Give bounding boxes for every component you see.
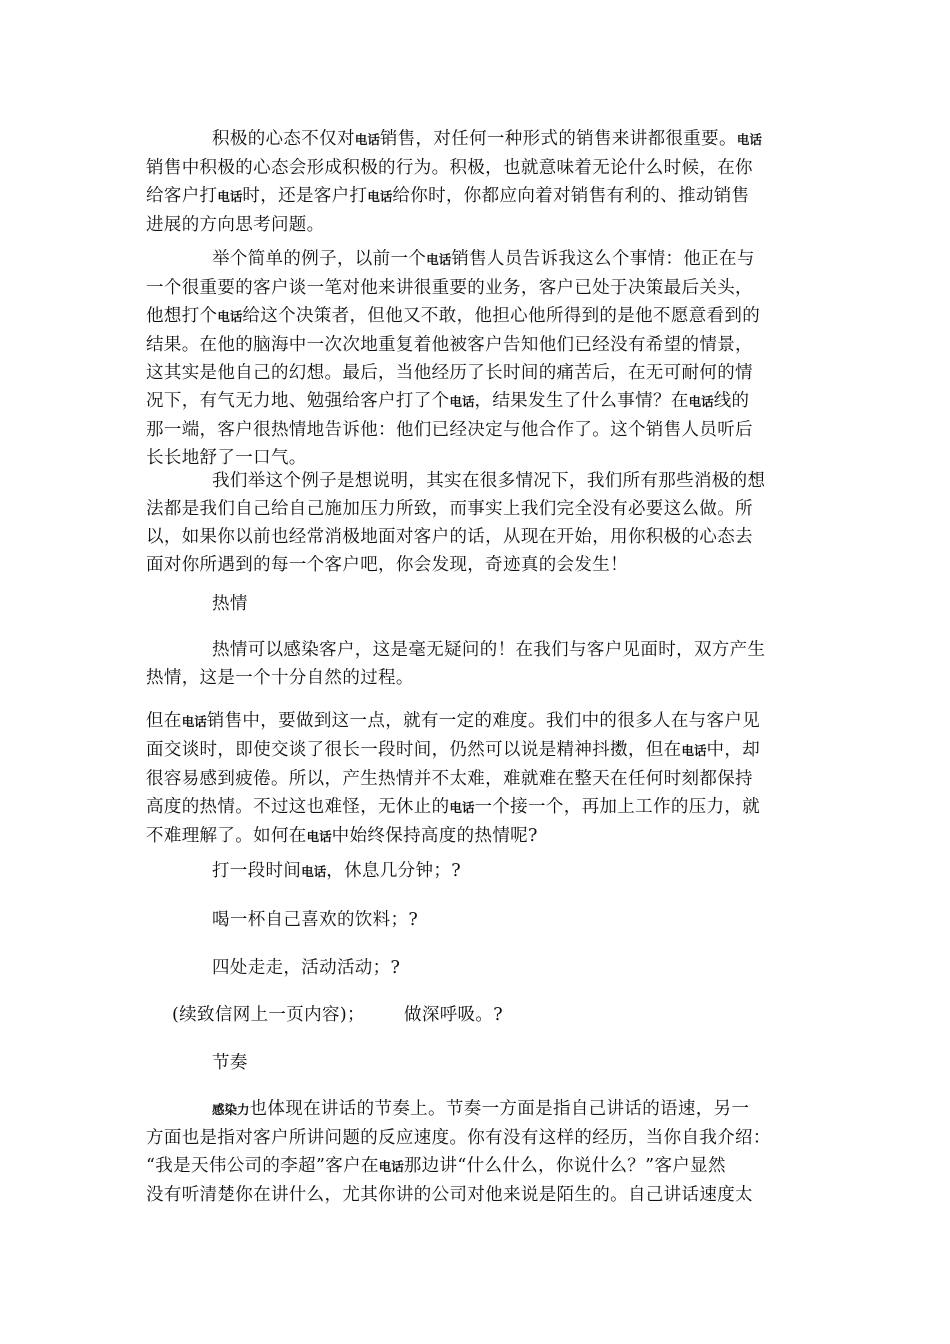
keyword-dianhua: 电话 bbox=[378, 1159, 404, 1174]
paragraph-conclusion bbox=[146, 467, 806, 579]
tip-item-drink: 喝一杯自己喜欢的饮料；? bbox=[212, 910, 419, 930]
text-line bbox=[146, 1095, 806, 1124]
text-span: “我是天伟公司的李超”客户在 bbox=[146, 1156, 379, 1176]
text-span: 中始终保持高度的热情呢? bbox=[331, 826, 538, 846]
text-span: 销售，对任何一种形式的销售来讲都很重要。 bbox=[379, 129, 737, 149]
keyword-dianhua: 电话 bbox=[367, 189, 393, 204]
text-line: 结果。在他的脑海中一次次地重复着他被客户告知他们已经没有希望的情景， bbox=[146, 335, 753, 355]
text-line: 长长地舒了一口气。 bbox=[146, 448, 307, 468]
text-span: 销售中，要做到这一点，就有一定的难度。我们中的很多人在与客户见 bbox=[206, 711, 761, 731]
paragraph-positive-attitude bbox=[146, 125, 806, 239]
text-span: 积极的心态不仅对 bbox=[212, 129, 355, 149]
text-span: 他想打个 bbox=[146, 306, 218, 326]
text-line: 热情，这是一个十分自然的过程。 bbox=[146, 668, 414, 688]
section-heading-reqing: 热情 bbox=[212, 594, 248, 614]
text-span: 给这个决策者，但他又不敢，他担心他所得到的是他不愿意看到的 bbox=[242, 306, 761, 326]
keyword-dianhua: 电话 bbox=[426, 252, 452, 267]
text-line: 我们举这个例子是想说明，其实在很多情况下，我们所有那些消极的想 bbox=[212, 471, 766, 491]
text-line bbox=[146, 302, 806, 331]
text-span: 举个简单的例子，以前一个 bbox=[212, 249, 427, 269]
text-line: 热情可以感染客户，这是毫无疑问的！在我们与客户见面时，双方产生 bbox=[212, 640, 766, 660]
keyword-dianhua: 电话 bbox=[301, 864, 327, 879]
text-line: 一个很重要的客户谈一笔对他来讲很重要的业务，客户已处于决策最后关头， bbox=[146, 278, 753, 298]
text-span: 打一段时间 bbox=[212, 861, 302, 881]
keyword-dianhua: 电话 bbox=[449, 800, 475, 815]
keyword-dianhua: 电话 bbox=[306, 829, 332, 844]
keyword-dianhua: 电话 bbox=[736, 132, 762, 147]
text-line: 销售中积极的心态会形成积极的行为。积极，也就意味着无论什么时候，在你 bbox=[146, 158, 753, 178]
text-span: 也体现在讲话的节奏上。节奏一方面是指自己讲话的语速，另一 bbox=[249, 1099, 750, 1119]
text-line bbox=[146, 736, 806, 765]
keyword-dianhua: 电话 bbox=[681, 743, 707, 758]
text-line bbox=[146, 245, 806, 274]
text-span: 不难理解了。如何在 bbox=[146, 826, 307, 846]
paragraph-enthusiasm bbox=[146, 636, 806, 692]
text-span: 那边讲“什么什么，你说什么？”客户显然 bbox=[403, 1156, 726, 1176]
text-span: 时，还是客户打 bbox=[242, 186, 368, 206]
text-span: 一个接一个，再加上工作的压力，就 bbox=[474, 797, 761, 817]
keyword-dianhua: 电话 bbox=[217, 309, 243, 324]
text-line: 那一端，客户很热情地告诉他：他们已经决定与他合作了。这个销售人员听后 bbox=[146, 420, 753, 440]
section-heading-jiezou: 节奏 bbox=[212, 1053, 248, 1073]
text-line: 没有听清楚你在讲什么，尤其你讲的公司对他来说是陌生的。自己讲话速度太 bbox=[146, 1185, 753, 1205]
text-line: 这其实是他自己的幻想。最后，当他经历了长时间的痛苦后，在无可耐何的情 bbox=[146, 363, 753, 383]
text-line bbox=[146, 182, 806, 211]
text-span: 销售人员告诉我这么个事情：他正在与 bbox=[451, 249, 755, 269]
text-span: 给你时，你都应向着对销售有利的、推动销售 bbox=[392, 186, 750, 206]
paragraph-example bbox=[146, 245, 806, 472]
text-line bbox=[146, 387, 806, 416]
tip-item-walk: 四处走走，活动活动；? bbox=[212, 958, 401, 978]
keyword-dianhua: 电话 bbox=[688, 394, 714, 409]
keyword-dianhua: 电话 bbox=[354, 132, 380, 147]
keyword-dianhua: 电话 bbox=[181, 714, 207, 729]
text-line bbox=[146, 822, 806, 851]
keyword-ganranli: 感染力 bbox=[212, 1102, 250, 1117]
paragraph-phone-difficulty bbox=[146, 707, 806, 851]
text-span: 高度的热情。不过这也难怪，无休止的 bbox=[146, 797, 450, 817]
text-line: 很容易感到疲倦。所以，产生热情并不太难，难就难在整天在任何时刻都保持 bbox=[146, 769, 753, 789]
text-span: ，休息几分钟；? bbox=[326, 861, 461, 881]
keyword-dianhua: 电话 bbox=[449, 394, 475, 409]
tip-item-continued-note: (续致信网上一页内容)； bbox=[172, 1005, 365, 1025]
tip-item-deep-breath: 做深呼吸。? bbox=[404, 1005, 503, 1025]
text-line bbox=[146, 1152, 806, 1181]
text-line bbox=[146, 707, 806, 736]
text-span: 给客户打 bbox=[146, 186, 218, 206]
text-span: 线的 bbox=[713, 391, 750, 411]
text-line: 进展的方向思考问题。 bbox=[146, 215, 325, 235]
paragraph-rhythm bbox=[146, 1095, 806, 1209]
tip-item-take-break bbox=[212, 857, 461, 886]
text-line: 以，如果你以前也经常消极地面对客户的话，从现在开始，用你积极的心态去 bbox=[146, 527, 753, 547]
keyword-dianhua: 电话 bbox=[217, 189, 243, 204]
text-line: 法都是我们自己给自己施加压力所致，而事实上我们完全没有必要这么做。所 bbox=[146, 499, 753, 519]
text-line bbox=[146, 125, 806, 154]
text-span: 况下，有气无力地、勉强给客户打了个 bbox=[146, 391, 450, 411]
text-span: ，结果发生了什么事情？在 bbox=[474, 391, 689, 411]
text-line: 方面也是指对客户所讲问题的反应速度。你有没有这样的经历，当你自我介绍： bbox=[146, 1128, 771, 1148]
text-line bbox=[146, 793, 806, 822]
text-span: 面交谈时，即使交谈了很长一段时间，仍然可以说是精神抖擞，但在 bbox=[146, 740, 682, 760]
text-span: 中，却 bbox=[706, 740, 761, 760]
text-span: 但在 bbox=[146, 711, 182, 731]
text-line: 面对你所遇到的每一个客户吧，你会发现，奇迹真的会发生！ bbox=[146, 555, 628, 575]
